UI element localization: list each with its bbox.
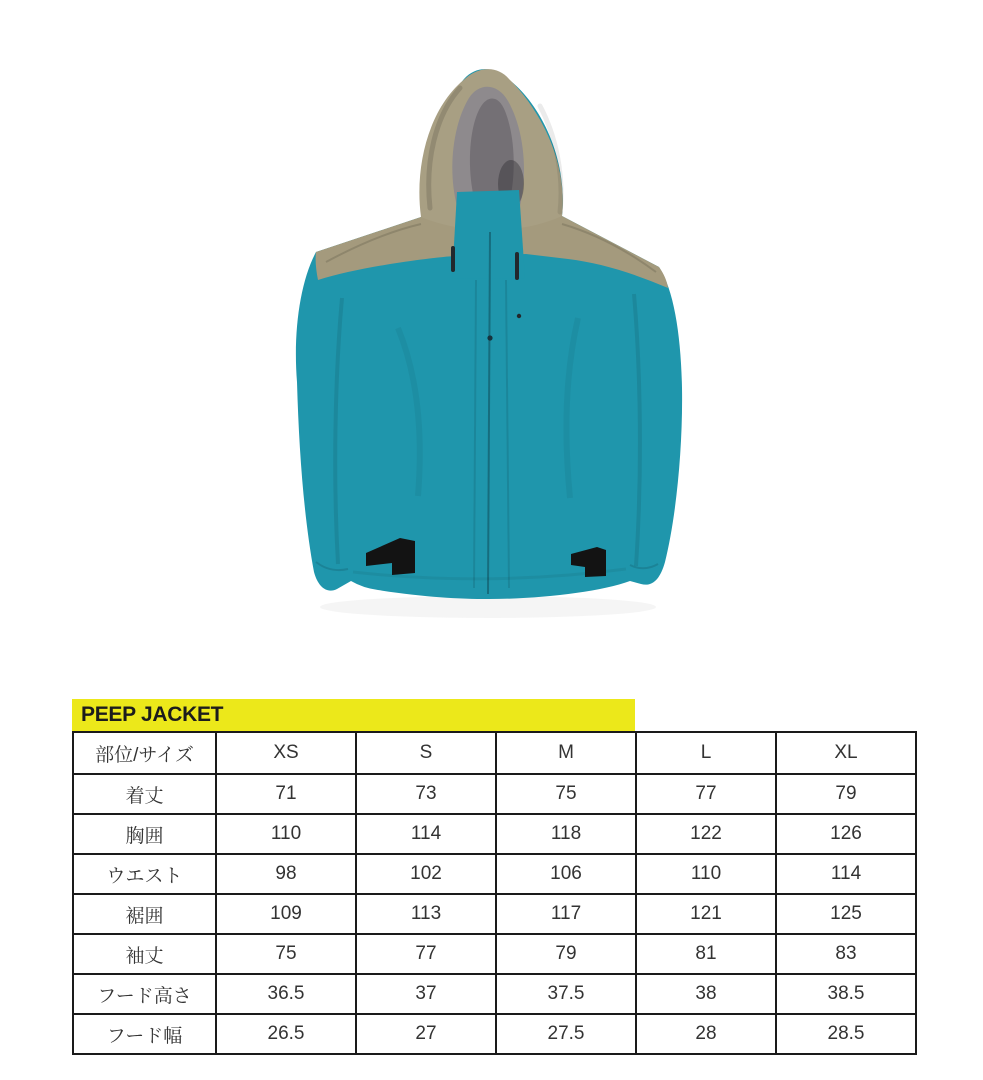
size-value-cell: 38.5 bbox=[776, 974, 916, 1014]
size-value-cell: 77 bbox=[636, 774, 776, 814]
jacket-placket bbox=[452, 190, 525, 279]
size-value-cell: 37 bbox=[356, 974, 496, 1014]
size-value-cell: 28 bbox=[636, 1014, 776, 1054]
size-value-cell: 79 bbox=[496, 934, 636, 974]
size-value-cell: 110 bbox=[636, 854, 776, 894]
size-value-cell: 117 bbox=[496, 894, 636, 934]
size-value-cell: 118 bbox=[496, 814, 636, 854]
size-value-cell: 75 bbox=[216, 934, 356, 974]
size-value-cell: 125 bbox=[776, 894, 916, 934]
size-value-cell: 106 bbox=[496, 854, 636, 894]
size-value-cell: 38 bbox=[636, 974, 776, 1014]
size-chart-title-bar bbox=[72, 699, 635, 731]
pocket-pull-dot bbox=[517, 314, 521, 318]
size-header-cell: L bbox=[636, 732, 776, 774]
size-chart-title: PEEP JACKET bbox=[81, 703, 224, 726]
chest-zipper-pull-left bbox=[451, 246, 455, 272]
row-label-cell: 裾囲 bbox=[73, 894, 216, 934]
jacket-illustration bbox=[278, 66, 698, 626]
size-chart-table bbox=[72, 731, 917, 1055]
jacket-shadow bbox=[320, 596, 656, 618]
size-value-cell: 110 bbox=[216, 814, 356, 854]
jacket-product-photo bbox=[278, 66, 698, 626]
size-value-cell: 28.5 bbox=[776, 1014, 916, 1054]
size-chart bbox=[72, 699, 917, 1055]
size-value-cell: 27.5 bbox=[496, 1014, 636, 1054]
size-header-cell: M bbox=[496, 732, 636, 774]
table-row bbox=[73, 1014, 916, 1054]
size-value-cell: 36.5 bbox=[216, 974, 356, 1014]
row-label-cell: フード幅 bbox=[73, 1014, 216, 1054]
size-value-cell: 114 bbox=[776, 854, 916, 894]
size-value-cell: 71 bbox=[216, 774, 356, 814]
chest-zipper-pull-right bbox=[515, 252, 519, 280]
size-value-cell: 102 bbox=[356, 854, 496, 894]
size-value-cell: 121 bbox=[636, 894, 776, 934]
row-label-cell: ウエスト bbox=[73, 854, 216, 894]
size-value-cell: 122 bbox=[636, 814, 776, 854]
corner-cell: 部位/サイズ bbox=[73, 732, 216, 774]
size-value-cell: 83 bbox=[776, 934, 916, 974]
size-value-cell: 79 bbox=[776, 774, 916, 814]
table-row bbox=[73, 934, 916, 974]
row-label-cell: 胸囲 bbox=[73, 814, 216, 854]
table-row bbox=[73, 774, 916, 814]
size-header-cell: XL bbox=[776, 732, 916, 774]
size-value-cell: 126 bbox=[776, 814, 916, 854]
size-value-cell: 81 bbox=[636, 934, 776, 974]
row-label-cell: 袖丈 bbox=[73, 934, 216, 974]
size-value-cell: 109 bbox=[216, 894, 356, 934]
table-row bbox=[73, 814, 916, 854]
size-value-cell: 77 bbox=[356, 934, 496, 974]
size-value-cell: 27 bbox=[356, 1014, 496, 1054]
size-value-cell: 37.5 bbox=[496, 974, 636, 1014]
size-value-cell: 113 bbox=[356, 894, 496, 934]
size-value-cell: 114 bbox=[356, 814, 496, 854]
size-header-cell: S bbox=[356, 732, 496, 774]
size-header-cell: XS bbox=[216, 732, 356, 774]
row-label-cell: フード高さ bbox=[73, 974, 216, 1014]
zipper-pull-dot bbox=[487, 335, 492, 340]
table-row bbox=[73, 974, 916, 1014]
size-value-cell: 26.5 bbox=[216, 1014, 356, 1054]
size-value-cell: 98 bbox=[216, 854, 356, 894]
table-row bbox=[73, 894, 916, 934]
size-value-cell: 75 bbox=[496, 774, 636, 814]
size-chart-header-row bbox=[73, 732, 916, 774]
row-label-cell: 着丈 bbox=[73, 774, 216, 814]
size-value-cell: 73 bbox=[356, 774, 496, 814]
table-row bbox=[73, 854, 916, 894]
